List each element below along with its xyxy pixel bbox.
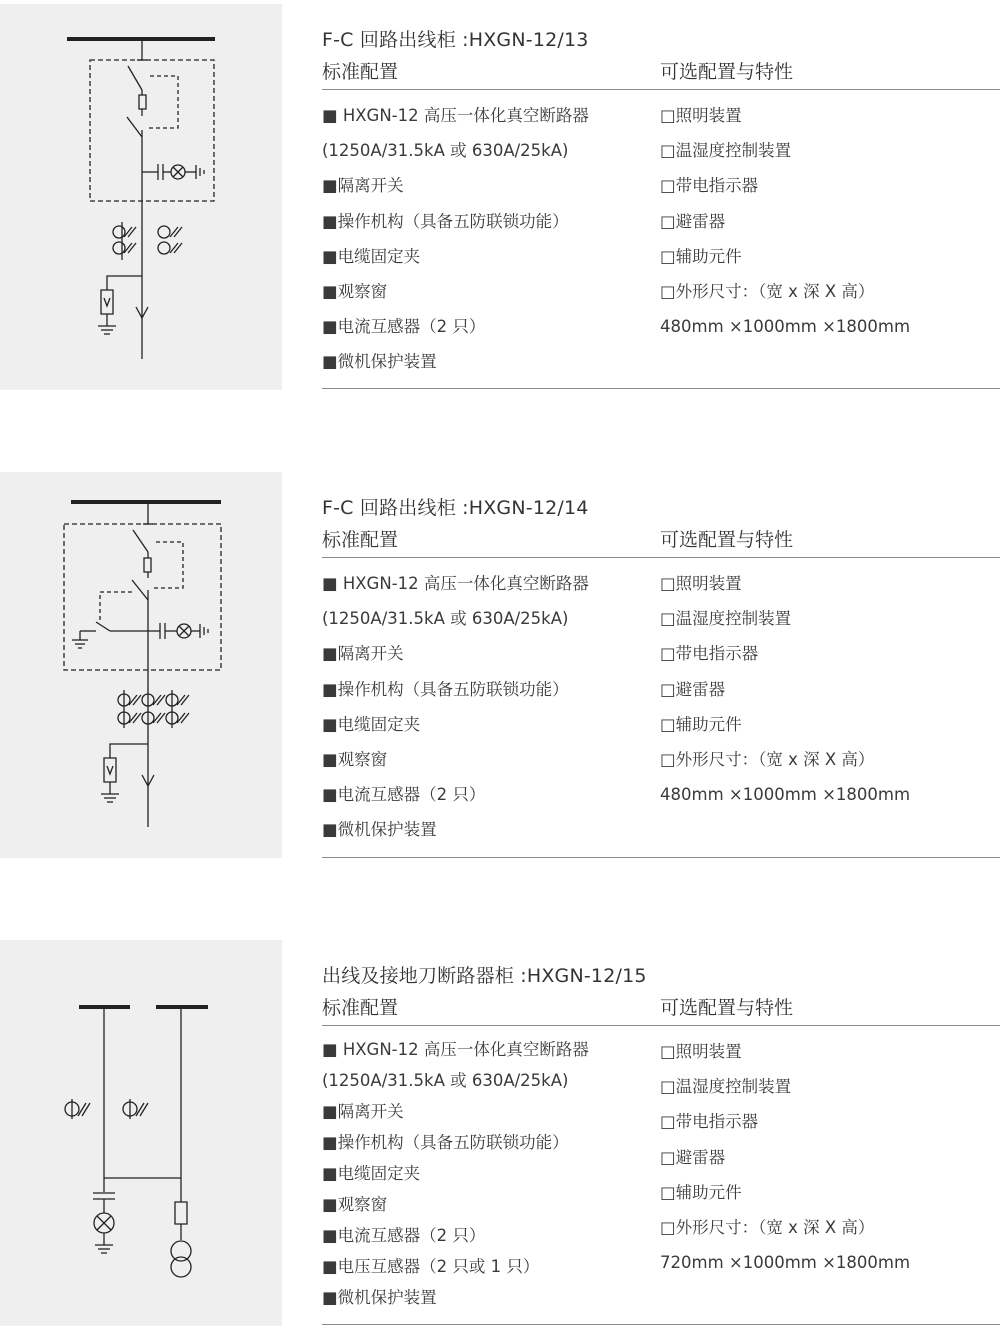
list-item: ■电缆固定夹 (322, 246, 421, 266)
list-item: ■操作机构（具备五防联锁功能） (322, 1133, 569, 1152)
list-item: (1250A/31.5kA 或 630A/25kA) (322, 609, 569, 629)
list-item: ■观察窗 (322, 750, 388, 770)
list-item: ■ HXGN-12 高压一体化真空断路器 (322, 1040, 589, 1059)
diagram-panel-1 (0, 4, 282, 390)
list-item: □辅助元件 (660, 246, 742, 266)
column-headers-2 (322, 523, 1000, 558)
optional-config-header: 可选配置与特性 (660, 529, 794, 551)
standard-config-header: 标准配置 (322, 61, 399, 83)
list-item: ■操作机构（具备五防联锁功能） (322, 211, 569, 231)
optional-config-list-3 (660, 1034, 910, 1280)
list-item: □带电指示器 (660, 1112, 759, 1132)
list-item: □避雷器 (660, 211, 726, 231)
optional-config-list-2 (660, 566, 910, 812)
optional-config-header: 可选配置与特性 (660, 61, 794, 83)
list-item: □外形尺寸：（宽 x 深 X 高） (660, 1218, 875, 1238)
list-item: ■微机保护装置 (322, 820, 437, 840)
list-item: □带电指示器 (660, 644, 759, 664)
list-item: □温湿度控制装置 (660, 609, 792, 629)
dimensions-value: 480mm ×1000mm ×1800mm (660, 317, 911, 337)
standard-config-header: 标准配置 (322, 997, 399, 1019)
optional-config-list-1 (660, 98, 910, 344)
circuit-diagram-2 (0, 472, 282, 858)
list-item: ■电压互感器（2 只或 1 只） (322, 1257, 540, 1276)
list-item: □避雷器 (660, 679, 726, 699)
standard-config-list-1 (322, 98, 589, 380)
list-item: ■电缆固定夹 (322, 1164, 421, 1183)
list-item: ■电流互感器（2 只） (322, 1226, 486, 1245)
list-item: ■隔离开关 (322, 1102, 404, 1121)
optional-config-header: 可选配置与特性 (660, 997, 794, 1019)
dimensions-value: 480mm ×1000mm ×1800mm (660, 785, 911, 805)
list-item: (1250A/31.5kA 或 630A/25kA) (322, 1071, 569, 1090)
standard-config-list-2 (322, 566, 589, 848)
column-headers-3 (322, 991, 1000, 1026)
section-bottom-rule (322, 1324, 1000, 1325)
diagram-panel-3 (0, 940, 282, 1326)
spec-block-2 (322, 493, 1000, 840)
dimensions-value: 720mm ×1000mm ×1800mm (660, 1253, 911, 1273)
circuit-diagram-3 (0, 940, 282, 1326)
standard-config-header: 标准配置 (322, 529, 399, 551)
list-item: □温湿度控制装置 (660, 141, 792, 161)
list-item: □外形尺寸：（宽 x 深 X 高） (660, 750, 875, 770)
section-bottom-rule (322, 388, 1000, 389)
spec-block-1 (322, 25, 1000, 372)
list-item: □温湿度控制装置 (660, 1077, 792, 1097)
section-title-3: 出线及接地刀断路器柜 :HXGN-12/15 (322, 965, 647, 987)
list-item: □避雷器 (660, 1147, 726, 1167)
section-title-2: F-C 回路出线柜 :HXGN-12/14 (322, 497, 589, 519)
list-item: ■观察窗 (322, 282, 388, 302)
list-item: □照明装置 (660, 574, 742, 593)
list-item: ■观察窗 (322, 1195, 388, 1214)
list-item: ■操作机构（具备五防联锁功能） (322, 679, 569, 699)
list-item: □外形尺寸：（宽 x 深 X 高） (660, 282, 875, 302)
list-item: □辅助元件 (660, 714, 742, 734)
list-item: □照明装置 (660, 106, 742, 125)
list-item: ■微机保护装置 (322, 1288, 437, 1307)
list-item: ■ HXGN-12 高压一体化真空断路器 (322, 574, 589, 593)
list-item: ■微机保护装置 (322, 352, 437, 372)
column-headers-1 (322, 55, 1000, 90)
list-item: ■电缆固定夹 (322, 714, 421, 734)
list-item: ■ HXGN-12 高压一体化真空断路器 (322, 106, 589, 125)
circuit-diagram-1 (0, 4, 282, 390)
list-item: ■电流互感器（2 只） (322, 317, 486, 337)
section-bottom-rule (322, 857, 1000, 858)
list-item: □照明装置 (660, 1042, 742, 1061)
standard-config-list-3 (322, 1034, 589, 1313)
list-item: □带电指示器 (660, 176, 759, 196)
section-title-1: F-C 回路出线柜 :HXGN-12/13 (322, 29, 589, 51)
list-item: ■电流互感器（2 只） (322, 785, 486, 805)
list-item: (1250A/31.5kA 或 630A/25kA) (322, 141, 569, 161)
list-item: □辅助元件 (660, 1182, 742, 1202)
list-item: ■隔离开关 (322, 644, 404, 664)
spec-block-3 (322, 961, 1000, 1307)
list-item: ■隔离开关 (322, 176, 404, 196)
diagram-panel-2 (0, 472, 282, 858)
